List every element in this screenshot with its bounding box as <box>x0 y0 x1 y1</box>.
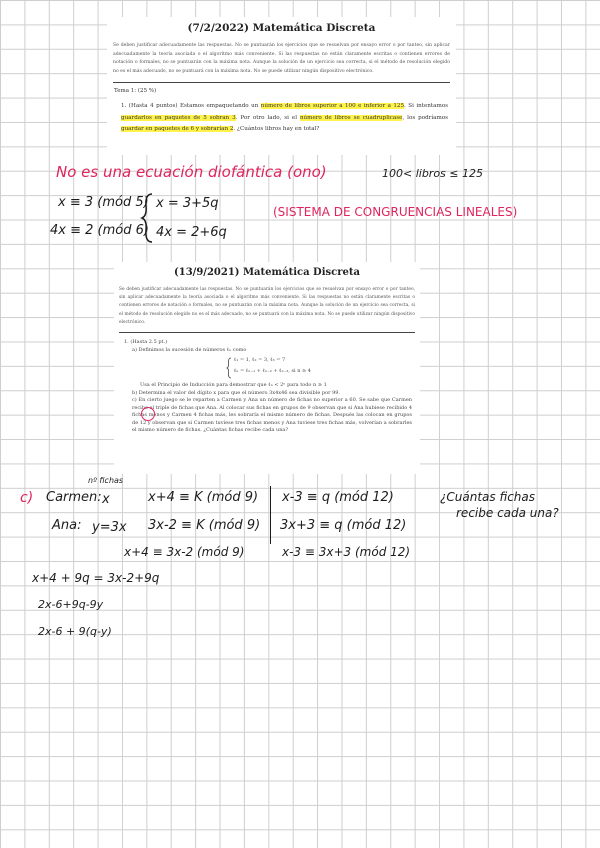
label-c: c) <box>20 490 34 506</box>
divider <box>113 82 450 83</box>
note-diophantine: No es una ecuación diofántica (ono) <box>56 163 327 181</box>
combined-mod9: x+4 ≡ 3x-2 (mód 9) <box>124 545 245 559</box>
label-ana: Ana: <box>52 518 82 533</box>
highlight-quadruple: número de libros se cuadruplicase <box>299 114 403 121</box>
highlight-range: número de libros superior a 100 e inferior a 125 <box>260 103 405 110</box>
exam-clip-2022 <box>107 17 456 155</box>
label-carmen: Carmen: <box>46 490 102 505</box>
recurrence-system <box>114 356 420 380</box>
exam-instructions: Se deben justificar adecuadamente las respuestas. No se puntuarán los ejercicios que se resuelvan por ensayo error o por tanteo, sin aplicar adecuadamente la teoría asociada o el algoritmo más conveniente. Si las respuestas no están claramente escritas o contienen errores de notación o formales, no se puntuarán con la máxima nota. Aunque la solución de un ejercicio sea correcta, si el método de resolución elegido no es el más adecuado, no se puntuará con la máxima nota. No se puede utilizar ningún dispositivo electrónico. <box>113 43 450 74</box>
recurrence-initial: ℓ₁ = 1, ℓ₂ = 3, ℓ₃ = 7 <box>234 357 286 364</box>
exam-instructions: Se deben justificar adecuadamente las respuestas. No se puntuarán los ejercicios que se resuelvan por ensayo error o por tanteo, sin aplicar adecuadamente la teoría asociada o el algoritmo más conveniente. Si las respuestas no están claramente escritas o contienen errores de notación o formales, no se puntuarán con la máxima nota. Aunque la solución de un ejercicio sea correcta, si el método de resolución elegido no es el más adecuado, no se puntuará con la máxima nota. No se puede utilizar ningún dispositivo electrónico. <box>119 287 415 325</box>
recurrence-general: ℓₙ = ℓₙ₋₁ + ℓₙ₋₂ + ℓₙ₋₃, si n ≥ 4 <box>234 368 311 375</box>
tema-heading: Tema 1: (25 %) <box>114 88 157 95</box>
congruence-2: 4x ≡ 2 (mód 6) <box>50 223 149 238</box>
note-nfichas: nº fichas <box>88 476 124 485</box>
carmen-mod9: x+4 ≡ K (mód 9) <box>148 490 259 505</box>
congruence-1: x ≡ 3 (mód 5) <box>58 195 149 210</box>
highlight-packets-5: guardarlos en paquetes de 5 sobran 3 <box>121 114 236 121</box>
system-line-2: 4x = 2+6q <box>156 225 227 240</box>
question-note: ¿Cuántas fichas <box>440 490 535 504</box>
note-sistema: (SISTEMA DE CONGRUENCIAS LINEALES) <box>273 205 518 219</box>
exam-clip-2021 <box>114 262 420 474</box>
carmen-mod12: x-3 ≡ q (mód 12) <box>282 490 394 505</box>
exam-title: (13/9/2021) Matemática Discreta <box>174 267 360 278</box>
part-a: a) Definimos la sucesión de números ℓₙ como <box>132 346 247 353</box>
question-note-2: recibe cada una? <box>456 506 559 520</box>
vertical-separator <box>270 486 271 544</box>
problem-statement: 1. (Hasta 4 puntos) Estamos empaquetando un número de libros superior a 100 e inferior a 125. Si intentamos guardarlos en paquetes de 5 sobran 3. Por otro lado, si el número de libros se cuadruplicase, los podríamos guardar en paquetes de 6 y sobrarían 2. ¿Cuántos libros hay en total? <box>121 103 449 133</box>
part-b: b) Determina el valor del dígito x para que el número 3x4x46 sea divisible por 99. <box>132 389 341 396</box>
circle-mark-icon <box>141 407 155 421</box>
note-range: 100< libros ≤ 125 <box>382 167 483 180</box>
part-c: c) En cierto juego se le reparten a Carmen y Ana un número de fichas no superior a 60. Se sabe que Carmen recibe el triple de fichas que Ana. Al colocar sus fichas en grupos de 9 observan que si Ana hubiese recibido 4 fichas menos y Carmen 4 fichas más, les sobraría el mismo número de fichas. Después las colocan en grupos de 12 y observan que si Carmen tuviese tres fichas menos y Ana tuviese tres fichas más, volverían a sobrarles el mismo número de fichas. ¿Cuántas fichas recibe cada una? <box>132 397 412 434</box>
brace-icon <box>226 357 232 379</box>
problem-header: 1. (Hasta 2.5 pt.) <box>124 339 168 346</box>
work-line-2: 2x-6+9q-9y <box>38 598 104 611</box>
work-line-3: 2x-6 + 9(q-y) <box>38 625 112 638</box>
exam-title: (7/2/2022) Matemática Discreta <box>187 22 376 34</box>
carmen-var: x <box>102 492 110 507</box>
brace-icon <box>140 192 154 244</box>
ana-mod9: 3x-2 ≡ K (mód 9) <box>148 518 261 533</box>
highlight-packets-6: guardar en paquetes de 6 y sobrarían 2 <box>121 126 234 133</box>
combined-mod12: x-3 ≡ 3x+3 (mód 12) <box>282 545 411 559</box>
system-line-1: x = 3+5q <box>156 196 219 211</box>
ana-var: y=3x <box>92 520 127 535</box>
work-line-1: x+4 + 9q = 3x-2+9q <box>32 571 160 585</box>
ana-mod12: 3x+3 ≡ q (mód 12) <box>280 518 407 533</box>
induction-statement: Usa el Principio de Inducción para demostrar que ℓₙ < 2ⁿ para todo n ≥ 1 <box>140 382 327 389</box>
